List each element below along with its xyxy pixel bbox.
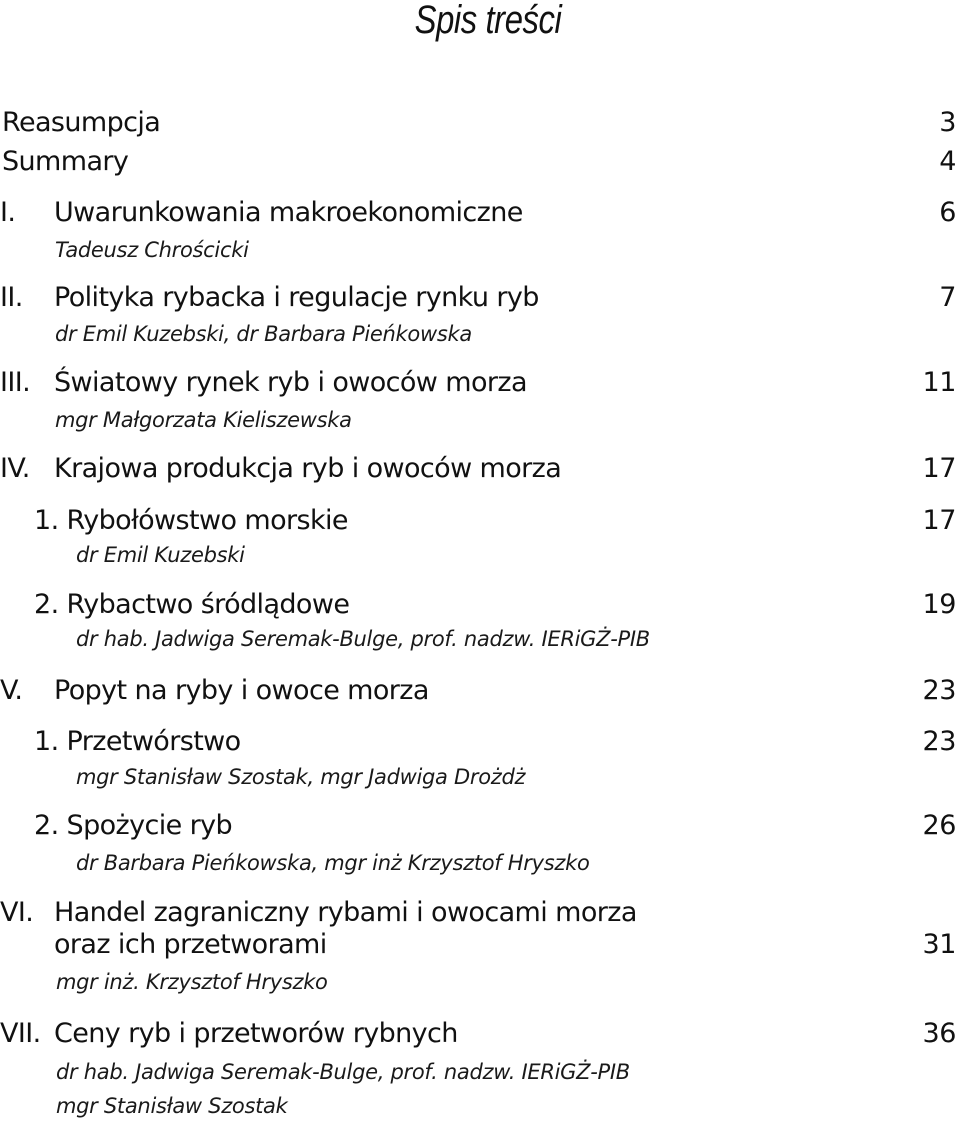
toc-chapter-3[interactable] <box>0 368 960 440</box>
chapter-title: Światowy rynek ryb i owoców morza <box>54 367 527 398</box>
chapter-author: Tadeusz Chrościcki <box>55 238 249 262</box>
chapter-author: dr hab. Jadwiga Seremak-Bulge, prof. nadzw. IERiGŻ-PIB <box>56 1060 630 1084</box>
chapter-author: mgr inż. Krzysztof Hryszko <box>56 970 328 994</box>
section-title: 1. Przetwórstwo <box>34 726 241 757</box>
chapter-author: mgr Małgorzata Kieliszewska <box>55 408 352 432</box>
toc-page-number: 36 <box>922 1018 956 1049</box>
section-author: dr Barbara Pieńkowska, mgr inż Krzysztof Hryszko <box>76 851 590 875</box>
toc-page-number: 17 <box>922 453 956 484</box>
toc-page-number: 26 <box>922 810 956 841</box>
toc-section-4-2[interactable] <box>0 590 960 660</box>
section-title: 2. Spożycie ryb <box>34 810 233 841</box>
chapter-title-line-1: Handel zagraniczny rybami i owocami morza <box>54 897 637 928</box>
chapter-number: II. <box>0 282 23 313</box>
chapter-number: IV. <box>0 453 30 484</box>
toc-page-number: 11 <box>922 367 956 398</box>
section-author: dr Emil Kuzebski <box>76 543 245 567</box>
toc-page-number: 6 <box>939 197 956 228</box>
chapter-number: VI. <box>0 897 34 928</box>
toc-section-4-1[interactable] <box>0 506 960 576</box>
chapter-title-line-2: oraz ich przetworami <box>54 929 327 960</box>
section-title: 1. Rybołówstwo morskie <box>34 505 348 536</box>
toc-entry-summary[interactable] <box>0 147 960 179</box>
chapter-number: V. <box>0 675 23 706</box>
toc-page-number: 3 <box>939 107 956 138</box>
chapter-number: VII. <box>0 1018 41 1049</box>
toc-chapter-1[interactable] <box>0 198 960 270</box>
toc-page-number: 31 <box>922 929 956 960</box>
chapter-author: mgr Stanisław Szostak <box>56 1094 288 1118</box>
toc-chapter-4[interactable] <box>0 454 960 486</box>
toc-page-number: 23 <box>922 726 956 757</box>
toc-page-number: 7 <box>939 282 956 313</box>
toc-chapter-6[interactable] <box>0 898 960 1000</box>
toc-page-number: 4 <box>939 146 956 177</box>
toc-section-5-1[interactable] <box>0 727 960 797</box>
chapter-title: Popyt na ryby i owoce morza <box>54 675 429 706</box>
toc-chapter-2[interactable] <box>0 283 960 355</box>
page-title: Spis treści <box>414 0 562 42</box>
chapter-title: Uwarunkowania makroekonomiczne <box>54 197 523 228</box>
toc-entry-label: Summary <box>2 146 129 177</box>
chapter-title: Krajowa produkcja ryb i owoców morza <box>54 453 562 484</box>
section-author: mgr Stanisław Szostak, mgr Jadwiga Drożdż <box>76 765 526 789</box>
chapter-author: dr Emil Kuzebski, dr Barbara Pieńkowska <box>55 322 472 346</box>
toc-section-5-2[interactable] <box>0 811 960 881</box>
toc-page-number: 23 <box>922 675 956 706</box>
toc-chapter-7[interactable] <box>0 1019 960 1123</box>
chapter-number: I. <box>0 197 16 228</box>
chapter-number: III. <box>0 367 31 398</box>
toc-entry-label: Reasumpcja <box>2 107 161 138</box>
chapter-title: Ceny ryb i przetworów rybnych <box>54 1018 458 1049</box>
section-author: dr hab. Jadwiga Seremak-Bulge, prof. nadzw. IERiGŻ-PIB <box>76 627 650 651</box>
toc-entry-reasumpcja[interactable] <box>0 108 960 140</box>
toc-page-number: 17 <box>922 505 956 536</box>
toc-page-number: 19 <box>922 589 956 620</box>
section-title: 2. Rybactwo śródlądowe <box>34 589 350 620</box>
chapter-title: Polityka rybacka i regulacje rynku ryb <box>54 282 539 313</box>
toc-chapter-5[interactable] <box>0 676 960 708</box>
